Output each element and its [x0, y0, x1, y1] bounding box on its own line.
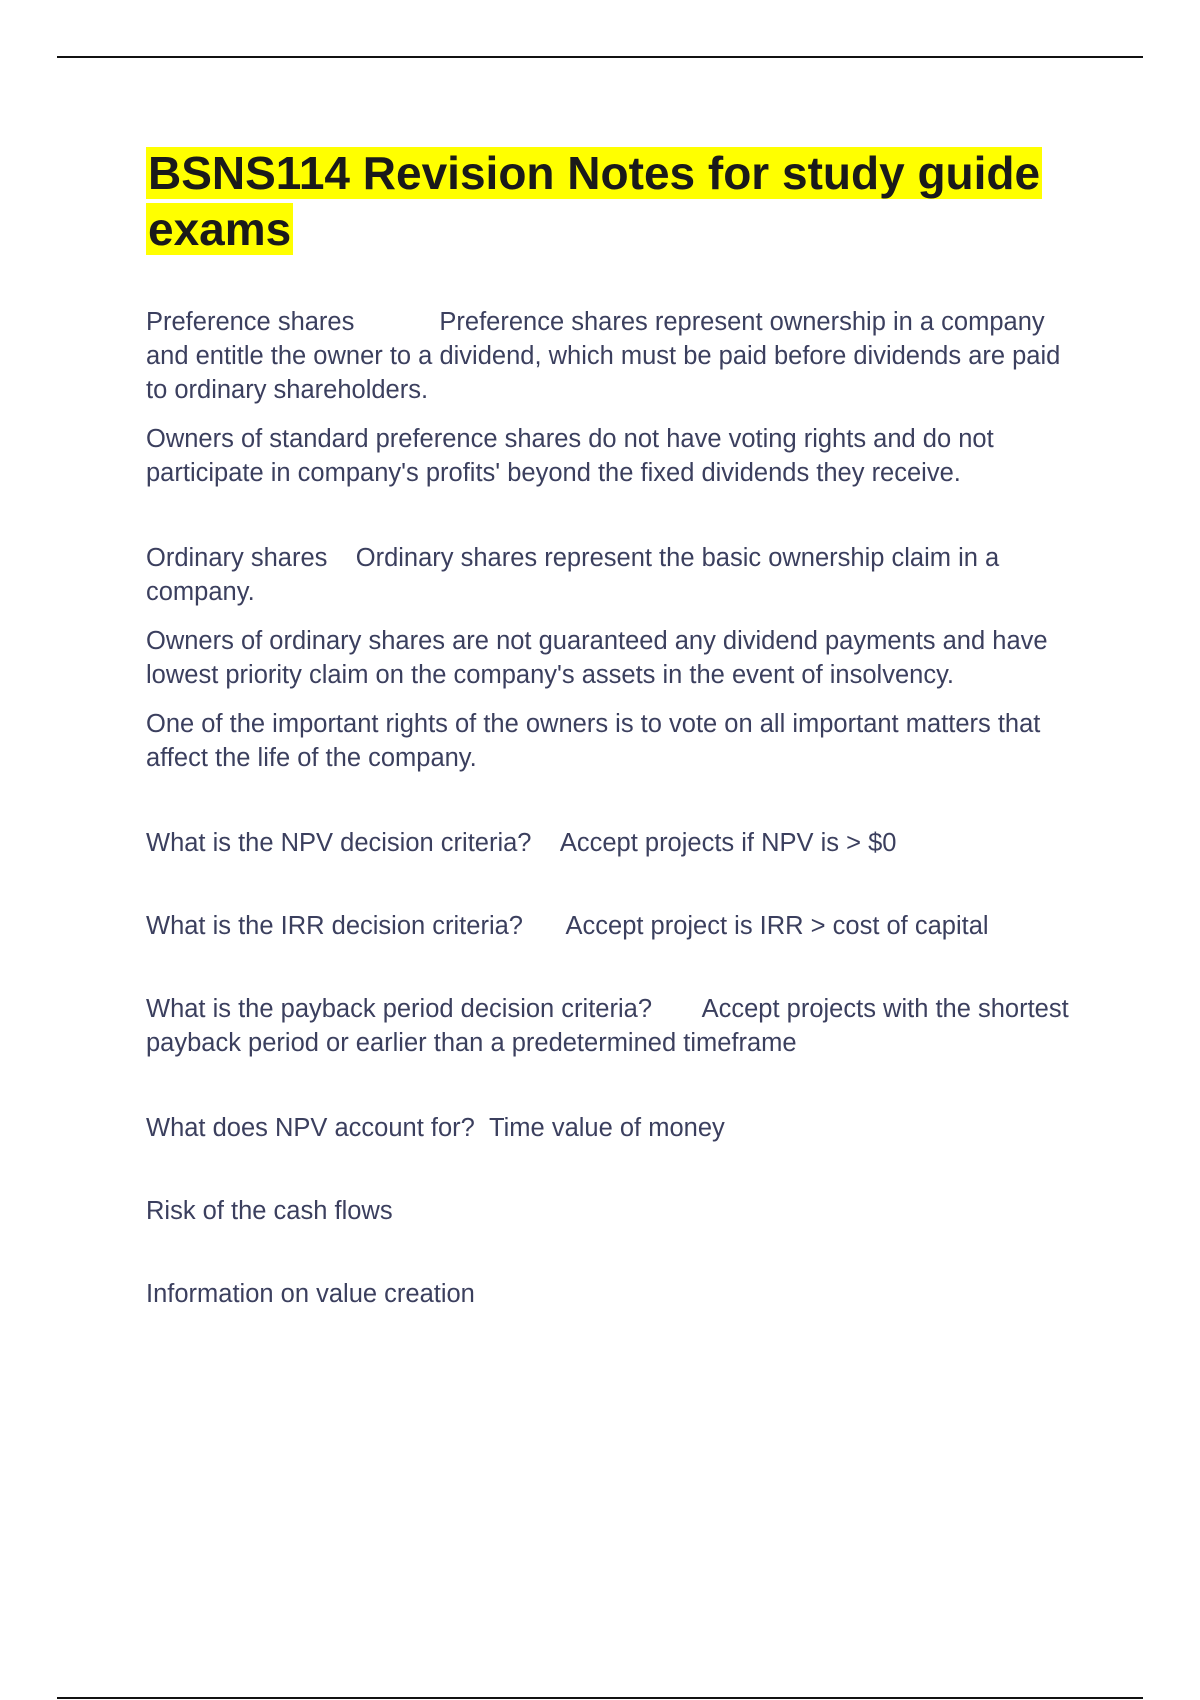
flashcard-term: What does NPV account for?	[146, 1114, 475, 1142]
flashcard-extra-paragraph: Information on value creation	[146, 1280, 475, 1308]
flashcard-payback-criteria	[146, 992, 1086, 1060]
flashcard-npv-criteria	[146, 826, 1086, 860]
flashcard-term: Ordinary shares	[146, 544, 328, 572]
title-highlight: BSNS114 Revision Notes for study guide exams	[148, 147, 1041, 255]
flashcard-term: What is the payback period decision criteria?	[146, 995, 653, 1023]
flashcard-front-paragraph	[146, 1111, 1086, 1145]
flashcard-definition: Preference shares represent ownership in a company and entitle the owner to a dividend, which must be paid before dividends are paid to ordinary shareholders.	[146, 308, 1061, 404]
flashcard-front-paragraph	[146, 826, 1086, 860]
flashcard-term: Preference shares	[146, 308, 355, 336]
flashcard-extra-paragraph: Owners of standard preference shares do not have voting rights and do not participate in company's profits' beyond the fixed dividends they receive.	[146, 425, 994, 487]
flashcard-irr-criteria	[146, 909, 1086, 943]
flashcard-term: What is the NPV decision criteria?	[146, 829, 532, 857]
document-title	[146, 145, 1086, 257]
bottom-rule	[57, 1697, 1143, 1699]
flashcard-list	[146, 305, 1086, 1311]
flashcard-definition: Time value of money	[489, 1114, 725, 1142]
flashcard-definition: Ordinary shares represent the basic ownership claim in a company.	[146, 544, 1000, 606]
document-body	[146, 145, 1086, 1326]
flashcard-extra-paragraph: One of the important rights of the owners is to vote on all important matters that affect the life of the company.	[146, 710, 1041, 772]
flashcard-term: What is the IRR decision criteria?	[146, 912, 523, 940]
flashcard-extra-paragraph: Risk of the cash flows	[146, 1197, 393, 1225]
flashcard-definition: Accept projects with the shortest payback period or earlier than a predetermined timeframe	[146, 995, 1069, 1057]
flashcard-ordinary-shares	[146, 541, 1086, 775]
flashcard-front-paragraph	[146, 909, 1086, 943]
flashcard-front-paragraph	[146, 305, 1086, 407]
flashcard-extra-paragraph: Owners of ordinary shares are not guaranteed any dividend payments and have lowest priority claim on the company's assets in the event of insolvency.	[146, 627, 1048, 689]
flashcard-definition: Accept project is IRR > cost of capital	[565, 912, 989, 940]
flashcard-preference-shares	[146, 305, 1086, 490]
flashcard-front-paragraph	[146, 541, 1086, 609]
flashcard-npv-accounts-for	[146, 1111, 1086, 1311]
flashcard-definition: Accept projects if NPV is > $0	[559, 829, 897, 857]
top-rule	[57, 56, 1143, 58]
flashcard-front-paragraph	[146, 992, 1086, 1060]
